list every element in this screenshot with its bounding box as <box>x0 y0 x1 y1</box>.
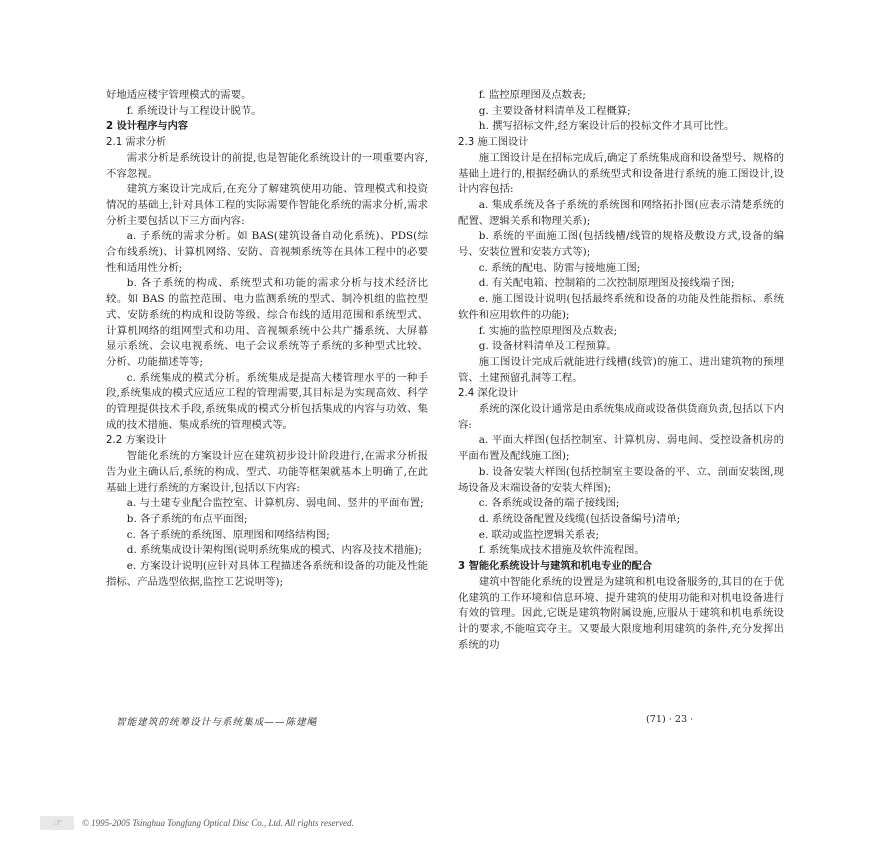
left-column-paragraph: c. 各子系统的系统图、原理图和网络结构图; <box>126 528 330 541</box>
right-column-paragraph: e. 联动或监控逻辑关系表; <box>478 528 599 541</box>
right-column-paragraph: 建筑中智能化系统的设置是为建筑和机电设备服务的,其目的在于优化建筑的工作环境和信息环境、提升建筑的使用功能和对机电设备进行有效的管理。因此,它既是建筑物附属设施,应服从于建筑和机电系统设计的要求,不能喧宾夺主。又要最大限度地利用建筑的条件,充分发挥出系统的功 <box>458 575 784 651</box>
right-column-paragraph: a. 集成系统及各子系统的系统图和网络拓扑图(应表示清楚系统的配置、逻辑关系和物理关系); <box>458 198 784 227</box>
left-column-paragraph: d. 系统集成设计架构图(说明系统集成的模式、内容及技术措施); <box>126 544 422 557</box>
right-column-paragraph: f. 实施的监控原理图及点数表; <box>478 324 618 337</box>
left-column-paragraph: e. 方案设计说明(应针对具体工程描述各系统和设备的功能及性能指标、产品选型依据,监控工艺说明等); <box>106 560 428 588</box>
right-column-paragraph: h. 撰写招标文件,经方案设计后的投标文件才具可比性。 <box>478 120 735 133</box>
left-column-paragraph: f. 系统设计与工程设计脱节。 <box>126 104 262 117</box>
right-column-paragraph: f. 系统集成技术措施及软件流程图。 <box>478 544 645 557</box>
right-column-paragraph: 2.4 深化设计 <box>458 388 519 400</box>
right-column-paragraph: g. 设备材料清单及工程预算。 <box>478 340 617 353</box>
right-column-paragraph: b. 系统的平面施工图(包括线槽/线管的规格及敷设方式,设备的编号、安装位置和安装方式等); <box>458 230 784 259</box>
right-column-paragraph: g. 主要设备材料清单及工程概算; <box>478 104 631 117</box>
right-column-paragraph: c. 系统的配电、防雷与接地施工图; <box>478 261 641 274</box>
left-column-paragraph: 需求分析是系统设计的前提,也是智能化系统设计的一项重要内容,不容忽视。 <box>106 151 428 180</box>
left-column-paragraph: 好地适应楼宇管理模式的需要。 <box>106 89 252 101</box>
right-column-paragraph: d. 有关配电箱、控制箱的二次控制原理图及接线端子图; <box>478 277 735 290</box>
right-column-paragraph: 施工图设计完成后就能进行线槽(线管)的施工、进出建筑物的预埋管、土建预留孔洞等工程。 <box>458 355 784 384</box>
publisher-logo-icon: ☞ <box>40 816 74 830</box>
right-column-paragraph: b. 设备安装大样图(包括控制室主要设备的平、立、剖面安装图,现场设备及末端设备的安装大样图); <box>458 465 784 494</box>
left-column-paragraph: b. 各子系统的布点平面图; <box>126 512 248 525</box>
left-column-paragraph: a. 子系统的需求分析。如 BAS(建筑设备自动化系统)、PDS(综合布线系统)、计算机网络、安防、音视频系统等在具体工程中的必要性和适用性分析; <box>106 230 428 274</box>
running-footer-title: 智能建筑的统筹设计与系统集成——陈建飚 <box>116 717 318 728</box>
page-number: (71) · 23 · <box>646 714 694 725</box>
left-column-paragraph: b. 各子系统的构成、系统型式和功能的需求分析与技术经济比较。如 BAS 的监控范围、电力监测系统的型式、制冷机组的监控型式、安防系统的构成和设防等级、综合布线的适用范围和系统型式、计算机网络的组网型式和功用、音视频系统中公共广播系统、大屏幕显示系统、会议电视系统、电子会议系统等子系统的多种型式比较、分析、功能描述等等; <box>106 277 428 368</box>
copyright-text: © 1995-2005 Tsinghua Tongfang Optical Disc Co., Ltd. All rights reserved. <box>82 818 354 828</box>
right-column-paragraph: e. 施工图设计说明(包括最终系统和设备的功能及性能指标、系统软件和应用软件的功能); <box>458 293 784 321</box>
left-column-paragraph: 2.2 方案设计 <box>106 435 167 447</box>
left-column-paragraph: 2 设计程序与内容 <box>106 121 188 133</box>
right-column-paragraph: c. 各系统或设备的端子接线图; <box>478 497 620 510</box>
left-column-paragraph: 2.1 需求分析 <box>106 137 167 149</box>
left-column <box>106 88 428 591</box>
right-column-paragraph: 2.3 施工图设计 <box>458 137 529 149</box>
copyright-bar <box>40 816 354 830</box>
left-column-paragraph: 建筑方案设计完成后,在充分了解建筑使用功能、管理模式和投资情况的基础上,针对具体工程的实际需要作智能化系统的需求分析,需求分析主要包括以下三方面内容: <box>106 183 428 227</box>
left-column-paragraph: 智能化系统的方案设计应在建筑初步设计阶段进行,在需求分析报告为业主确认后,系统的构成、型式、功能等框架就基本上明确了,在此基础上进行系统的方案设计,包括以下内容: <box>106 450 428 494</box>
right-column <box>458 88 784 653</box>
right-column-paragraph: 系统的深化设计通常是由系统集成商或设备供货商负责,包括以下内容: <box>458 403 784 431</box>
right-column-paragraph: 施工图设计是在招标完成后,确定了系统集成商和设备型号、规格的基础上进行的,根据经确认的系统型式和设备进行系统的施工图设计,设计内容包括: <box>458 151 784 196</box>
right-column-paragraph: d. 系统设备配置及线缆(包括设备编号)清单; <box>478 512 681 525</box>
right-column-paragraph: f. 监控原理图及点数表; <box>478 89 586 101</box>
right-column-paragraph: 3 智能化系统设计与建筑和机电专业的配合 <box>458 561 653 573</box>
left-column-paragraph: c. 系统集成的模式分析。系统集成是提高大楼管理水平的一种手段,系统集成的模式应适应工程的管理需要,其目标是为实现高效、科学的管理提供技术手段,系统集成的模式分析包括集成的内容与功效、集成的技术措施、集成系统的管理模式等。 <box>106 371 428 431</box>
left-column-paragraph: a. 与土建专业配合监控室、计算机房、弱电间、竖井的平面布置; <box>126 497 424 510</box>
right-column-paragraph: a. 平面大样图(包括控制室、计算机房、弱电间、受控设备机房的平面布置及配线施工图); <box>458 434 784 463</box>
